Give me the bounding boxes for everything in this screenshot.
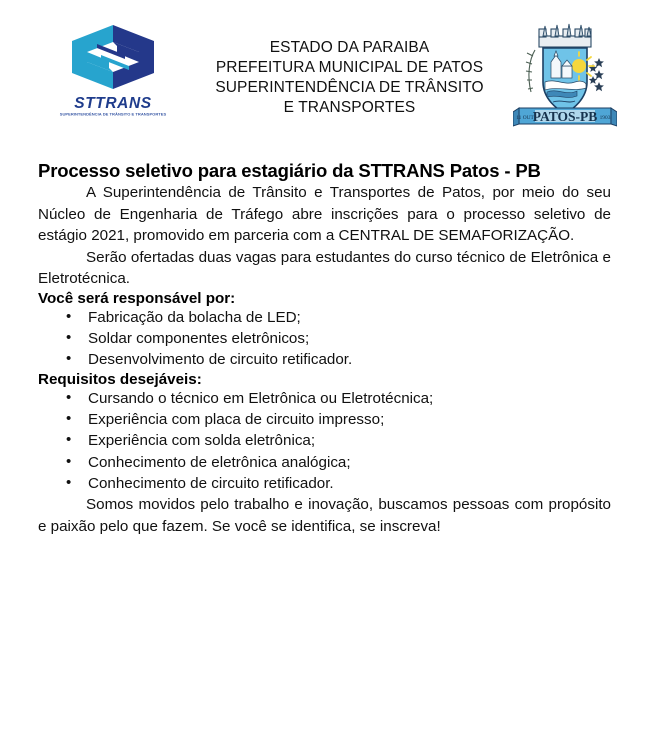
heading-requirements: Requisitos desejáveis: <box>38 370 202 388</box>
header-title-line-3: SUPERINTENDÊNCIA DE TRÂNSITO E TRANSPORTES <box>215 79 484 117</box>
sttrans-logo <box>38 18 188 120</box>
sttrans-wordmark <box>47 93 179 120</box>
list-item: • Conhecimento de eletrônica analógica; <box>38 452 611 473</box>
header-title-block <box>188 18 511 119</box>
paragraph-vacancies: Serão ofertadas duas vagas para estudantes do curso técnico de Eletrônica e Eletrotécnica. <box>38 248 611 288</box>
document-header <box>0 0 647 140</box>
list-item: • Fabricação da bolacha de LED; <box>38 307 611 328</box>
coat-of-arms-icon <box>511 18 619 136</box>
header-title-line-2: PREFEITURA MUNICIPAL DE PATOS <box>215 59 484 77</box>
brasao-stars <box>589 58 604 91</box>
list-responsibilities <box>38 307 611 371</box>
sttrans-hexagon-icon <box>67 24 159 90</box>
paragraph-intro: A Superintendência de Trânsito e Transportes de Patos, por meio do seu Núcleo de Engenharia de Tráfego abre inscrições para o processo seletivo de estágio 2021, promovido em parceria com a CENTRAL DE SEMAFORIZAÇÃO. <box>38 184 611 245</box>
sttrans-tagline-text: SUPERINTENDÊNCIA DE TRÂNSITO E TRANSPORTES <box>59 111 167 117</box>
list-item: • Desenvolvimento de circuito retificador. <box>38 349 611 370</box>
list-item: • Soldar componentes eletrônicos; <box>38 328 611 349</box>
paragraph-closing: Somos movidos pelo trabalho e inovação, buscamos pessoas com propósito e paixão pelo que fazem. Se você se identifica, se inscreva! <box>38 496 611 535</box>
brasao-ribbon-right-text: 1903 <box>599 115 611 121</box>
list-item: • Cursando o técnico em Eletrônica ou Eletrotécnica; <box>38 388 611 409</box>
page-title: Processo seletivo para estagiário da STTRANS Patos - PB <box>38 160 541 181</box>
list-item: • Experiência com placa de circuito impresso; <box>38 409 611 430</box>
header-title-line-1: ESTADO DA PARAIBA <box>269 39 430 56</box>
list-requirements <box>38 388 611 494</box>
sttrans-wordmark-text: STTRANS <box>74 95 152 112</box>
brasao-ribbon-left-text: 11 OUT <box>516 115 534 121</box>
list-item: • Conhecimento de circuito retificador. <box>38 473 611 494</box>
list-item: • Experiência com solda eletrônica; <box>38 430 611 451</box>
brasao-ribbon <box>513 108 617 126</box>
patos-pb-brasao-svg <box>513 20 617 136</box>
document-body <box>0 160 647 537</box>
brasao-ribbon-text: PATOS-PB <box>532 109 598 124</box>
heading-responsibilities: Você será responsável por: <box>38 289 236 307</box>
